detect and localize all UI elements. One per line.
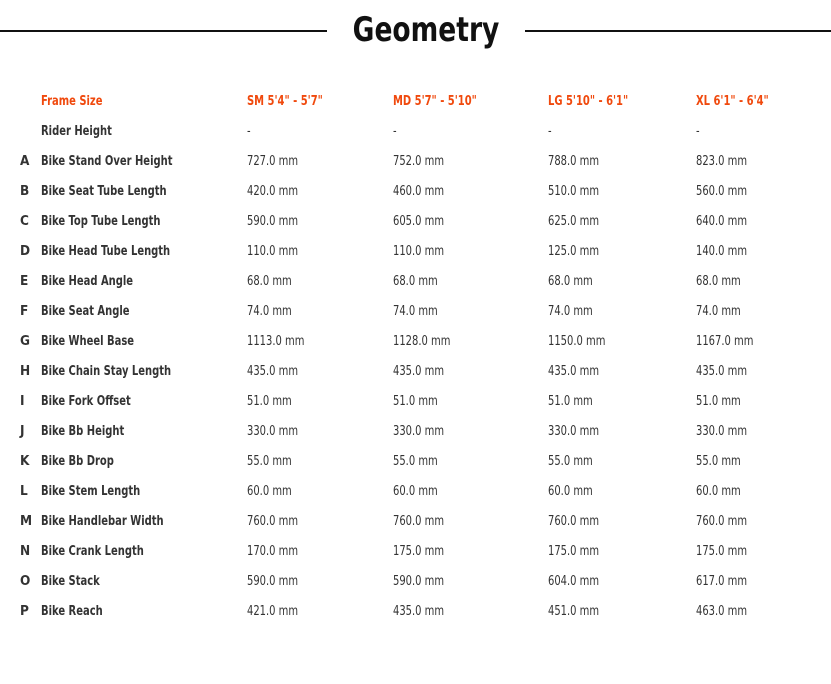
row-letter: L xyxy=(20,483,28,499)
measurement-label: Bike Stack xyxy=(41,573,100,589)
row-letter: N xyxy=(20,543,31,559)
measurement-value-lg: 604.0 mm xyxy=(548,573,600,589)
measurement-value-sm: 1113.0 mm xyxy=(247,333,305,349)
measurement-value-md: 435.0 mm xyxy=(393,363,445,379)
measurement-value-md: 605.0 mm xyxy=(393,213,445,229)
measurement-value-xl: 823.0 mm xyxy=(696,153,748,169)
measurement-value-sm: 590.0 mm xyxy=(247,213,299,229)
measurement-value-xl: 68.0 mm xyxy=(696,273,741,289)
measurement-value-md: 74.0 mm xyxy=(393,303,438,319)
rider-height-row xyxy=(20,116,816,146)
geometry-row xyxy=(20,356,816,386)
measurement-value-md: 51.0 mm xyxy=(393,393,438,409)
row-letter: D xyxy=(20,243,31,259)
measurement-value-xl: 175.0 mm xyxy=(696,543,748,559)
size-header-sm: SM 5'4" - 5'7" xyxy=(247,93,323,109)
measurement-value-md: 330.0 mm xyxy=(393,423,445,439)
row-letter: G xyxy=(20,333,30,349)
measurement-value-md: 1128.0 mm xyxy=(393,333,451,349)
measurement-value-lg: 625.0 mm xyxy=(548,213,600,229)
measurement-label: Bike Top Tube Length xyxy=(41,213,161,229)
measurement-value-md: 175.0 mm xyxy=(393,543,445,559)
measurement-label: Bike Handlebar Width xyxy=(41,513,164,529)
measurement-value-lg: 68.0 mm xyxy=(548,273,593,289)
row-letter: A xyxy=(20,153,30,169)
measurement-value-xl: 1167.0 mm xyxy=(696,333,754,349)
measurement-value-md: 435.0 mm xyxy=(393,603,445,619)
size-header-lg: LG 5'10" - 6'1" xyxy=(548,93,629,109)
geometry-row xyxy=(20,146,816,176)
size-header-md: MD 5'7" - 5'10" xyxy=(393,93,477,109)
row-letter: C xyxy=(20,213,29,229)
measurement-value-md: 460.0 mm xyxy=(393,183,445,199)
geometry-row xyxy=(20,476,816,506)
geometry-row xyxy=(20,536,816,566)
measurement-value-sm: 330.0 mm xyxy=(247,423,299,439)
measurement-value-lg: 451.0 mm xyxy=(548,603,600,619)
measurement-value-sm: 727.0 mm xyxy=(247,153,299,169)
measurement-value-xl: 617.0 mm xyxy=(696,573,748,589)
measurement-value-lg: 788.0 mm xyxy=(548,153,600,169)
measurement-value-xl: 60.0 mm xyxy=(696,483,741,499)
measurement-value-sm: 590.0 mm xyxy=(247,573,299,589)
geometry-heading xyxy=(0,0,831,64)
geometry-row xyxy=(20,506,816,536)
row-letter xyxy=(20,86,41,116)
measurement-value-lg: 175.0 mm xyxy=(548,543,600,559)
measurement-value-lg: 125.0 mm xyxy=(548,243,600,259)
measurement-label: Bike Head Angle xyxy=(41,273,134,289)
geometry-row xyxy=(20,266,816,296)
measurement-label: Bike Seat Tube Length xyxy=(41,183,167,199)
measurement-value-xl: 560.0 mm xyxy=(696,183,748,199)
row-letter: I xyxy=(20,393,25,409)
measurement-value-sm: 170.0 mm xyxy=(247,543,299,559)
measurement-value-lg: 74.0 mm xyxy=(548,303,593,319)
rider-height-label: Rider Height xyxy=(41,123,112,139)
measurement-label: Bike Bb Drop xyxy=(41,453,114,469)
measurement-value-md: 68.0 mm xyxy=(393,273,438,289)
row-letter: K xyxy=(20,453,30,469)
measurement-value-sm: 420.0 mm xyxy=(247,183,299,199)
measurement-value-sm: 421.0 mm xyxy=(247,603,299,619)
measurement-value-xl: 140.0 mm xyxy=(696,243,748,259)
row-letter: J xyxy=(20,423,25,439)
measurement-value-xl: 330.0 mm xyxy=(696,423,748,439)
row-letter: P xyxy=(20,603,29,619)
geometry-row xyxy=(20,236,816,266)
row-letter: F xyxy=(20,303,29,319)
measurement-label: Bike Stand Over Height xyxy=(41,153,173,169)
row-letter: B xyxy=(20,183,30,199)
geometry-row xyxy=(20,296,816,326)
geometry-row xyxy=(20,416,816,446)
geometry-row xyxy=(20,386,816,416)
measurement-value-xl: 74.0 mm xyxy=(696,303,741,319)
measurement-value-xl: 435.0 mm xyxy=(696,363,748,379)
measurement-value-lg: 60.0 mm xyxy=(548,483,593,499)
measurement-label: Bike Bb Height xyxy=(41,423,125,439)
measurement-value-lg: 1150.0 mm xyxy=(548,333,606,349)
frame-size-header-row xyxy=(20,86,816,116)
rider-height-value-sm: - xyxy=(247,123,251,139)
measurement-label: Bike Seat Angle xyxy=(41,303,130,319)
measurement-value-md: 590.0 mm xyxy=(393,573,445,589)
measurement-value-lg: 55.0 mm xyxy=(548,453,593,469)
measurement-value-lg: 51.0 mm xyxy=(548,393,593,409)
measurement-value-md: 752.0 mm xyxy=(393,153,445,169)
measurement-value-md: 55.0 mm xyxy=(393,453,438,469)
measurement-value-sm: 74.0 mm xyxy=(247,303,292,319)
heading-rule-right xyxy=(525,30,831,32)
row-letter: H xyxy=(20,363,31,379)
measurement-value-sm: 110.0 mm xyxy=(247,243,299,259)
measurement-label: Bike Wheel Base xyxy=(41,333,135,349)
geometry-row xyxy=(20,176,816,206)
measurement-value-xl: 463.0 mm xyxy=(696,603,748,619)
measurement-value-lg: 760.0 mm xyxy=(548,513,600,529)
geometry-table-body xyxy=(20,86,816,626)
measurement-value-lg: 510.0 mm xyxy=(548,183,600,199)
geometry-row xyxy=(20,206,816,236)
measurement-value-sm: 60.0 mm xyxy=(247,483,292,499)
geometry-table xyxy=(20,86,816,626)
measurement-label: Bike Head Tube Length xyxy=(41,243,171,259)
rider-height-value-xl: - xyxy=(696,123,700,139)
row-letter xyxy=(20,116,41,146)
measurement-value-lg: 330.0 mm xyxy=(548,423,600,439)
measurement-value-xl: 55.0 mm xyxy=(696,453,741,469)
measurement-value-xl: 760.0 mm xyxy=(696,513,748,529)
measurement-label: Bike Fork Offset xyxy=(41,393,131,409)
row-letter: M xyxy=(20,513,33,529)
page-title: Geometry xyxy=(352,10,500,50)
measurement-value-md: 110.0 mm xyxy=(393,243,445,259)
measurement-value-sm: 55.0 mm xyxy=(247,453,292,469)
geometry-row xyxy=(20,566,816,596)
geometry-row xyxy=(20,326,816,356)
measurement-value-xl: 51.0 mm xyxy=(696,393,741,409)
frame-size-label: Frame Size xyxy=(41,93,103,109)
rider-height-value-md: - xyxy=(393,123,397,139)
measurement-value-sm: 760.0 mm xyxy=(247,513,299,529)
measurement-value-xl: 640.0 mm xyxy=(696,213,748,229)
heading-rule-left xyxy=(0,30,327,32)
measurement-label: Bike Chain Stay Length xyxy=(41,363,172,379)
geometry-row xyxy=(20,596,816,626)
measurement-value-sm: 51.0 mm xyxy=(247,393,292,409)
measurement-value-md: 60.0 mm xyxy=(393,483,438,499)
measurement-value-sm: 68.0 mm xyxy=(247,273,292,289)
measurement-value-lg: 435.0 mm xyxy=(548,363,600,379)
row-letter: E xyxy=(20,273,29,289)
measurement-label: Bike Stem Length xyxy=(41,483,141,499)
size-header-xl: XL 6'1" - 6'4" xyxy=(696,93,769,109)
measurement-label: Bike Reach xyxy=(41,603,103,619)
measurement-label: Bike Crank Length xyxy=(41,543,144,559)
measurement-value-sm: 435.0 mm xyxy=(247,363,299,379)
measurement-value-md: 760.0 mm xyxy=(393,513,445,529)
geometry-row xyxy=(20,446,816,476)
row-letter: O xyxy=(20,573,31,589)
rider-height-value-lg: - xyxy=(548,123,552,139)
